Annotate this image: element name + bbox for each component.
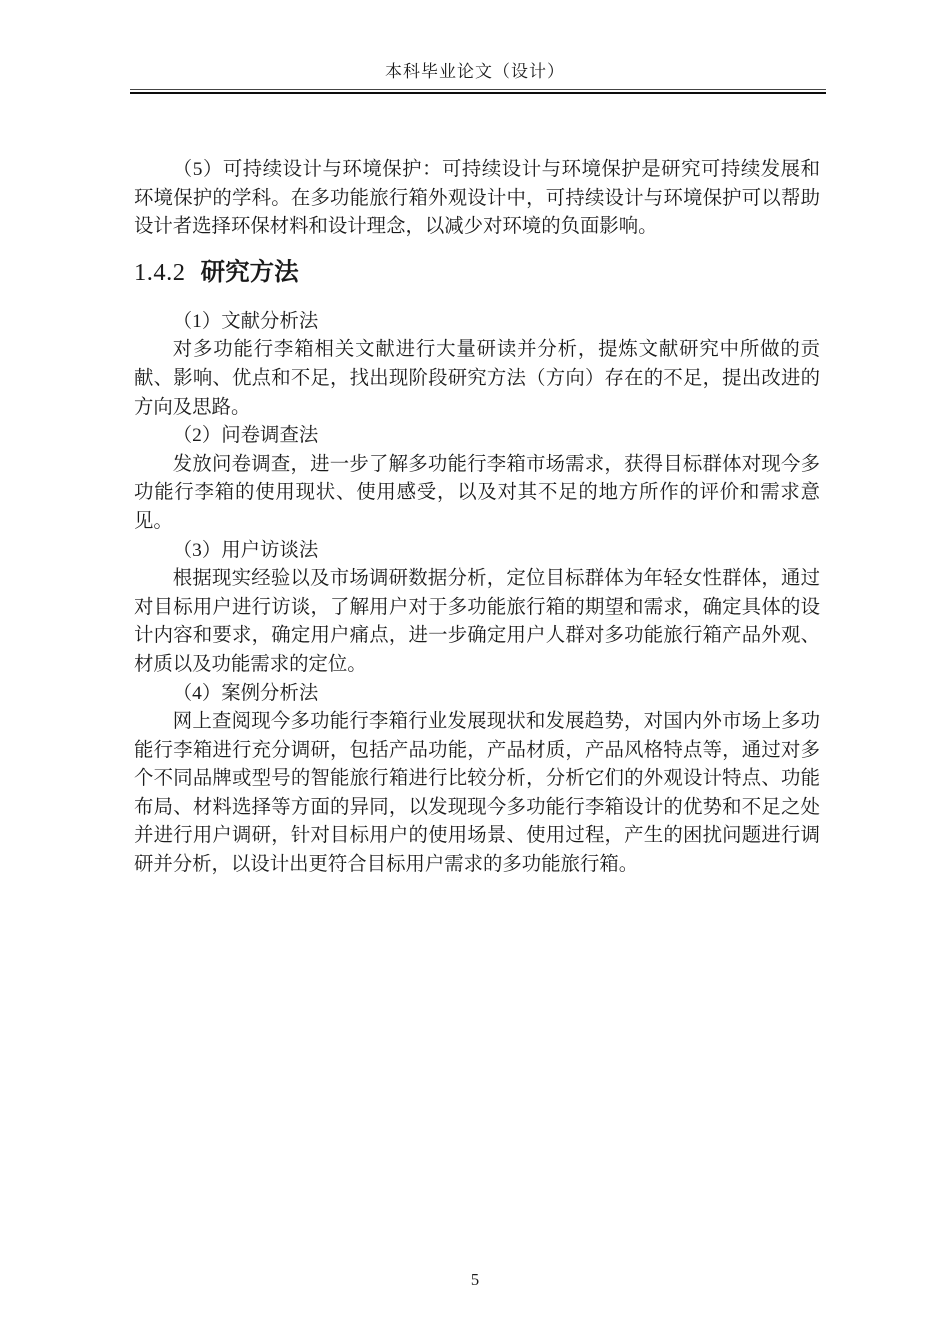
- method-body-case-analysis: 网上查阅现今多功能行李箱行业发展现状和发展趋势，对国内外市场上多功能行李箱进行充分调研，包括产品功能，产品材质，产品风格特点等，通过对多个不同品牌或型号的智能旅行箱进行比较分析，分析它们的外观设计特点、功能布局、材料选择等方面的异同，以发现现今多功能行李箱设计的优势和不足之处并进行用户调研，针对目标用户的使用场景、使用过程，产生的困扰问题进行调研并分析，以设计出更符合目标用户需求的多功能旅行箱。: [134, 711, 820, 876]
- paragraph-sustainable-design: （5）可持续设计与环境保护：可持续设计与环境保护是研究可持续发展和环境保护的学科。在多功能旅行箱外观设计中，可持续设计与环境保护可以帮助设计者选择环保材料和设计理念，以减少对环境的负面影响。: [134, 159, 820, 238]
- page-body: [134, 156, 820, 880]
- page-number: 5: [470, 1270, 480, 1289]
- header-rule: [130, 89, 826, 94]
- page-header: [0, 0, 950, 94]
- method-label-interview: （3）用户访谈法: [172, 539, 319, 561]
- section-number: 1.4.2: [134, 258, 186, 286]
- method-body-literature: 对多功能行李箱相关文献进行大量研读并分析，提炼文献研究中所做的贡献、影响、优点和不足，找出现阶段研究方法（方向）存在的不足，提出改进的方向及思路。: [134, 339, 820, 418]
- header-title: 本科毕业论文（设计）: [385, 62, 565, 81]
- method-label-case-analysis: （4）案例分析法: [172, 682, 319, 704]
- method-label-literature: （1）文献分析法: [172, 310, 319, 332]
- method-label-questionnaire: （2）问卷调查法: [172, 425, 319, 447]
- method-body-questionnaire: 发放问卷调查，进一步了解多功能行李箱市场需求，获得目标群体对现今多功能行李箱的使用现状、使用感受，以及对其不足的地方所作的评价和需求意见。: [134, 453, 820, 532]
- method-body-interview: 根据现实经验以及市场调研数据分析，定位目标群体为年轻女性群体，通过对目标用户进行访谈，了解用户对于多功能旅行箱的期望和需求，确定具体的设计内容和要求，确定用户痛点，进一步确定用户人群对多功能旅行箱产品外观、材质以及功能需求的定位。: [134, 568, 820, 675]
- section-title: 研究方法: [200, 258, 299, 286]
- section-heading: [134, 256, 820, 290]
